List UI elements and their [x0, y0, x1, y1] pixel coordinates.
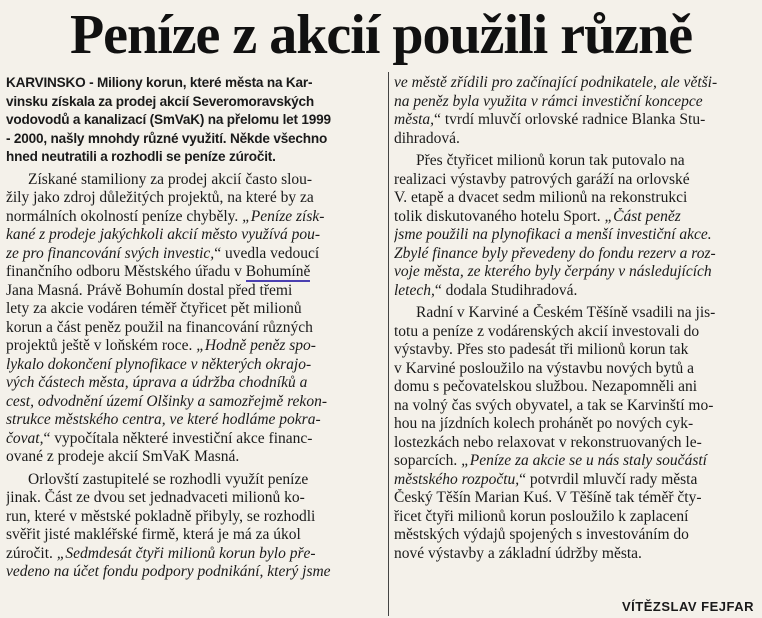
paragraph-orlova [6, 471, 384, 582]
column-divider [388, 72, 389, 616]
lead-line: hned neutratili a rozhodli se peníze zúročit. [6, 149, 276, 164]
text-line: žily jako zdroj důležitých projektů, na které by za [6, 189, 314, 206]
text-line: čovat,“ vypočítala některé investiční akce financ- [6, 429, 313, 447]
quote-line: cest, odvodnění území Olšinky a samozřejmě rekon- [6, 392, 327, 410]
text-line: finančního odboru Městského úřadu v Bohumíně [6, 263, 311, 280]
paragraph-garages [394, 152, 756, 300]
text-line: na volný čas svých obyvatel, a tak se Karvinští mo- [394, 396, 714, 414]
text-line: Přes čtyřicet milionů korun tak putovalo na [416, 152, 685, 169]
paragraph-orlova-continued [394, 74, 756, 148]
text-line: Získané stamiliony za prodej akcií často slou- [28, 170, 313, 188]
underlined-bohumin: Bohumíně [245, 263, 311, 280]
quote-line: strukce městského centra, ve které hodláme pokra- [6, 411, 321, 428]
text-line: projektů ještě v loňském roce. „Hodně peněz spo- [6, 337, 316, 354]
text-line: městského rozpočtu,“ potvrdil mluvčí rady města [394, 470, 698, 488]
text-line: ované z prodeje akcií SmVaK Masná. [6, 448, 240, 465]
text-line: Orlovští zastupitelé se rozhodli využít peníze [28, 470, 309, 488]
text-line: tolik diskutovaného hotelu Sport. „Část peněz [394, 207, 681, 225]
text-line: výstavby. Přes sto padesát tři milionů korun tak [394, 341, 689, 358]
quote-line: jsme použili na plynofikaci a menší investiční akce. [394, 226, 712, 243]
lead-line: KARVINSKO - Miliony korun, které města na Kar- [6, 75, 313, 90]
text-line: soparcích. „Peníze za akcie se u nás staly součástí [394, 452, 707, 469]
text-line: hou na jízdních kolech prohánět po nových cyk- [394, 415, 694, 432]
text-line: dihradová. [394, 129, 460, 147]
quote-line: Zbylé finance byly převedeny do fondu rezerv a roz- [394, 244, 716, 262]
text-line: Jana Masná. Právě Bohumín dostal před třemi [6, 281, 293, 299]
text-line: Český Těšín Marian Kuś. V Těšíně tak téměř čty- [394, 489, 702, 506]
text-line: normálních okolností peníze chyběly. „Peníze získ- [6, 207, 325, 225]
text-line: korun a část peněz použil na financování různých [6, 318, 313, 336]
text-line: zúročit. „Sedmdesát čtyři milionů korun bylo pře- [6, 544, 316, 562]
text-line: lostezkách nebo relaxovat v rekonstruovaných le- [394, 433, 702, 451]
text-line: v Karviné posloužilo na výstavbu nových bytů a [394, 359, 695, 377]
quote-line: ve městě zřídili pro začínající podnikatele, ale větši- [394, 74, 718, 91]
text-line: lety za akcie vodáren téměř čtyřicet pět milionů [6, 300, 302, 317]
text-line: run, které v městské pokladně přibyly, se rozhodli [6, 507, 316, 525]
paragraph-bohumin [6, 171, 384, 467]
paragraph-karvina-tesin [394, 304, 756, 563]
text-line: ze pro financování svých investic,“ uvedla vedoucí [6, 244, 320, 262]
text-line: totu a peníze z vodárenských akcií investovali do [394, 322, 700, 340]
lead-line: vodovodů a kanalizací (SmVaK) na přelomu let 1999 [6, 112, 331, 127]
text-line: města,“ tvrdí mluvčí orlovské radnice Blanka Stu- [394, 111, 706, 128]
text-line: letech,“ dodala Studihradová. [394, 281, 578, 299]
quote-line: kané z prodeje jakýchkoli akcií město využívá pou- [6, 226, 321, 243]
text-line: V. etapě a dvacet sedm milionů na rekonstrukci [394, 189, 688, 206]
text-line: městských výdajů spojených s investováním do [394, 526, 689, 543]
lead-line: - 2000, našly mnohdy různé využití. Někde všechno [6, 130, 328, 146]
quote-line: vedeno na účet fondu podpory podnikání, který jsme [6, 563, 331, 580]
quote-line: lykalo dokončení plynofikace v některých okrajo- [6, 355, 312, 373]
article-left-column [6, 74, 384, 618]
quote-line: voje města, ze kterého byly čerpány v následujících [394, 263, 712, 280]
text-line: domu s pečovatelskou službou. Nezapomněli ani [394, 378, 698, 395]
quote-line: na peněz byla využita v rámci investiční koncepce [394, 92, 703, 110]
text-line: jinak. Část ze dvou set jednadvaceti milionů ko- [6, 489, 305, 506]
text-line: řicet čtyři milionů korun posloužilo k zaplacení [394, 507, 689, 525]
article-right-column [394, 74, 756, 618]
author-byline: VÍTĚZSLAV FEJFAR [622, 599, 754, 614]
text-line: nové výstavby a základní údržby města. [394, 544, 642, 562]
lead-paragraph [6, 74, 384, 167]
text-line: realizaci výstavby patrových garáží na orlovské [394, 170, 690, 188]
quote-line: vých částech města, úprava a údržba chodníků a [6, 374, 308, 391]
text-line: Radní v Karviné a Českém Těšíně vsadili na jis- [416, 304, 716, 321]
text-line: svěřit jisté makléřské firmě, která je má za úkol [6, 526, 301, 543]
headline: Peníze z akcií použili různě [69, 4, 693, 66]
lead-line: vinsku získala za prodej akcií Severomoravských [6, 93, 314, 109]
